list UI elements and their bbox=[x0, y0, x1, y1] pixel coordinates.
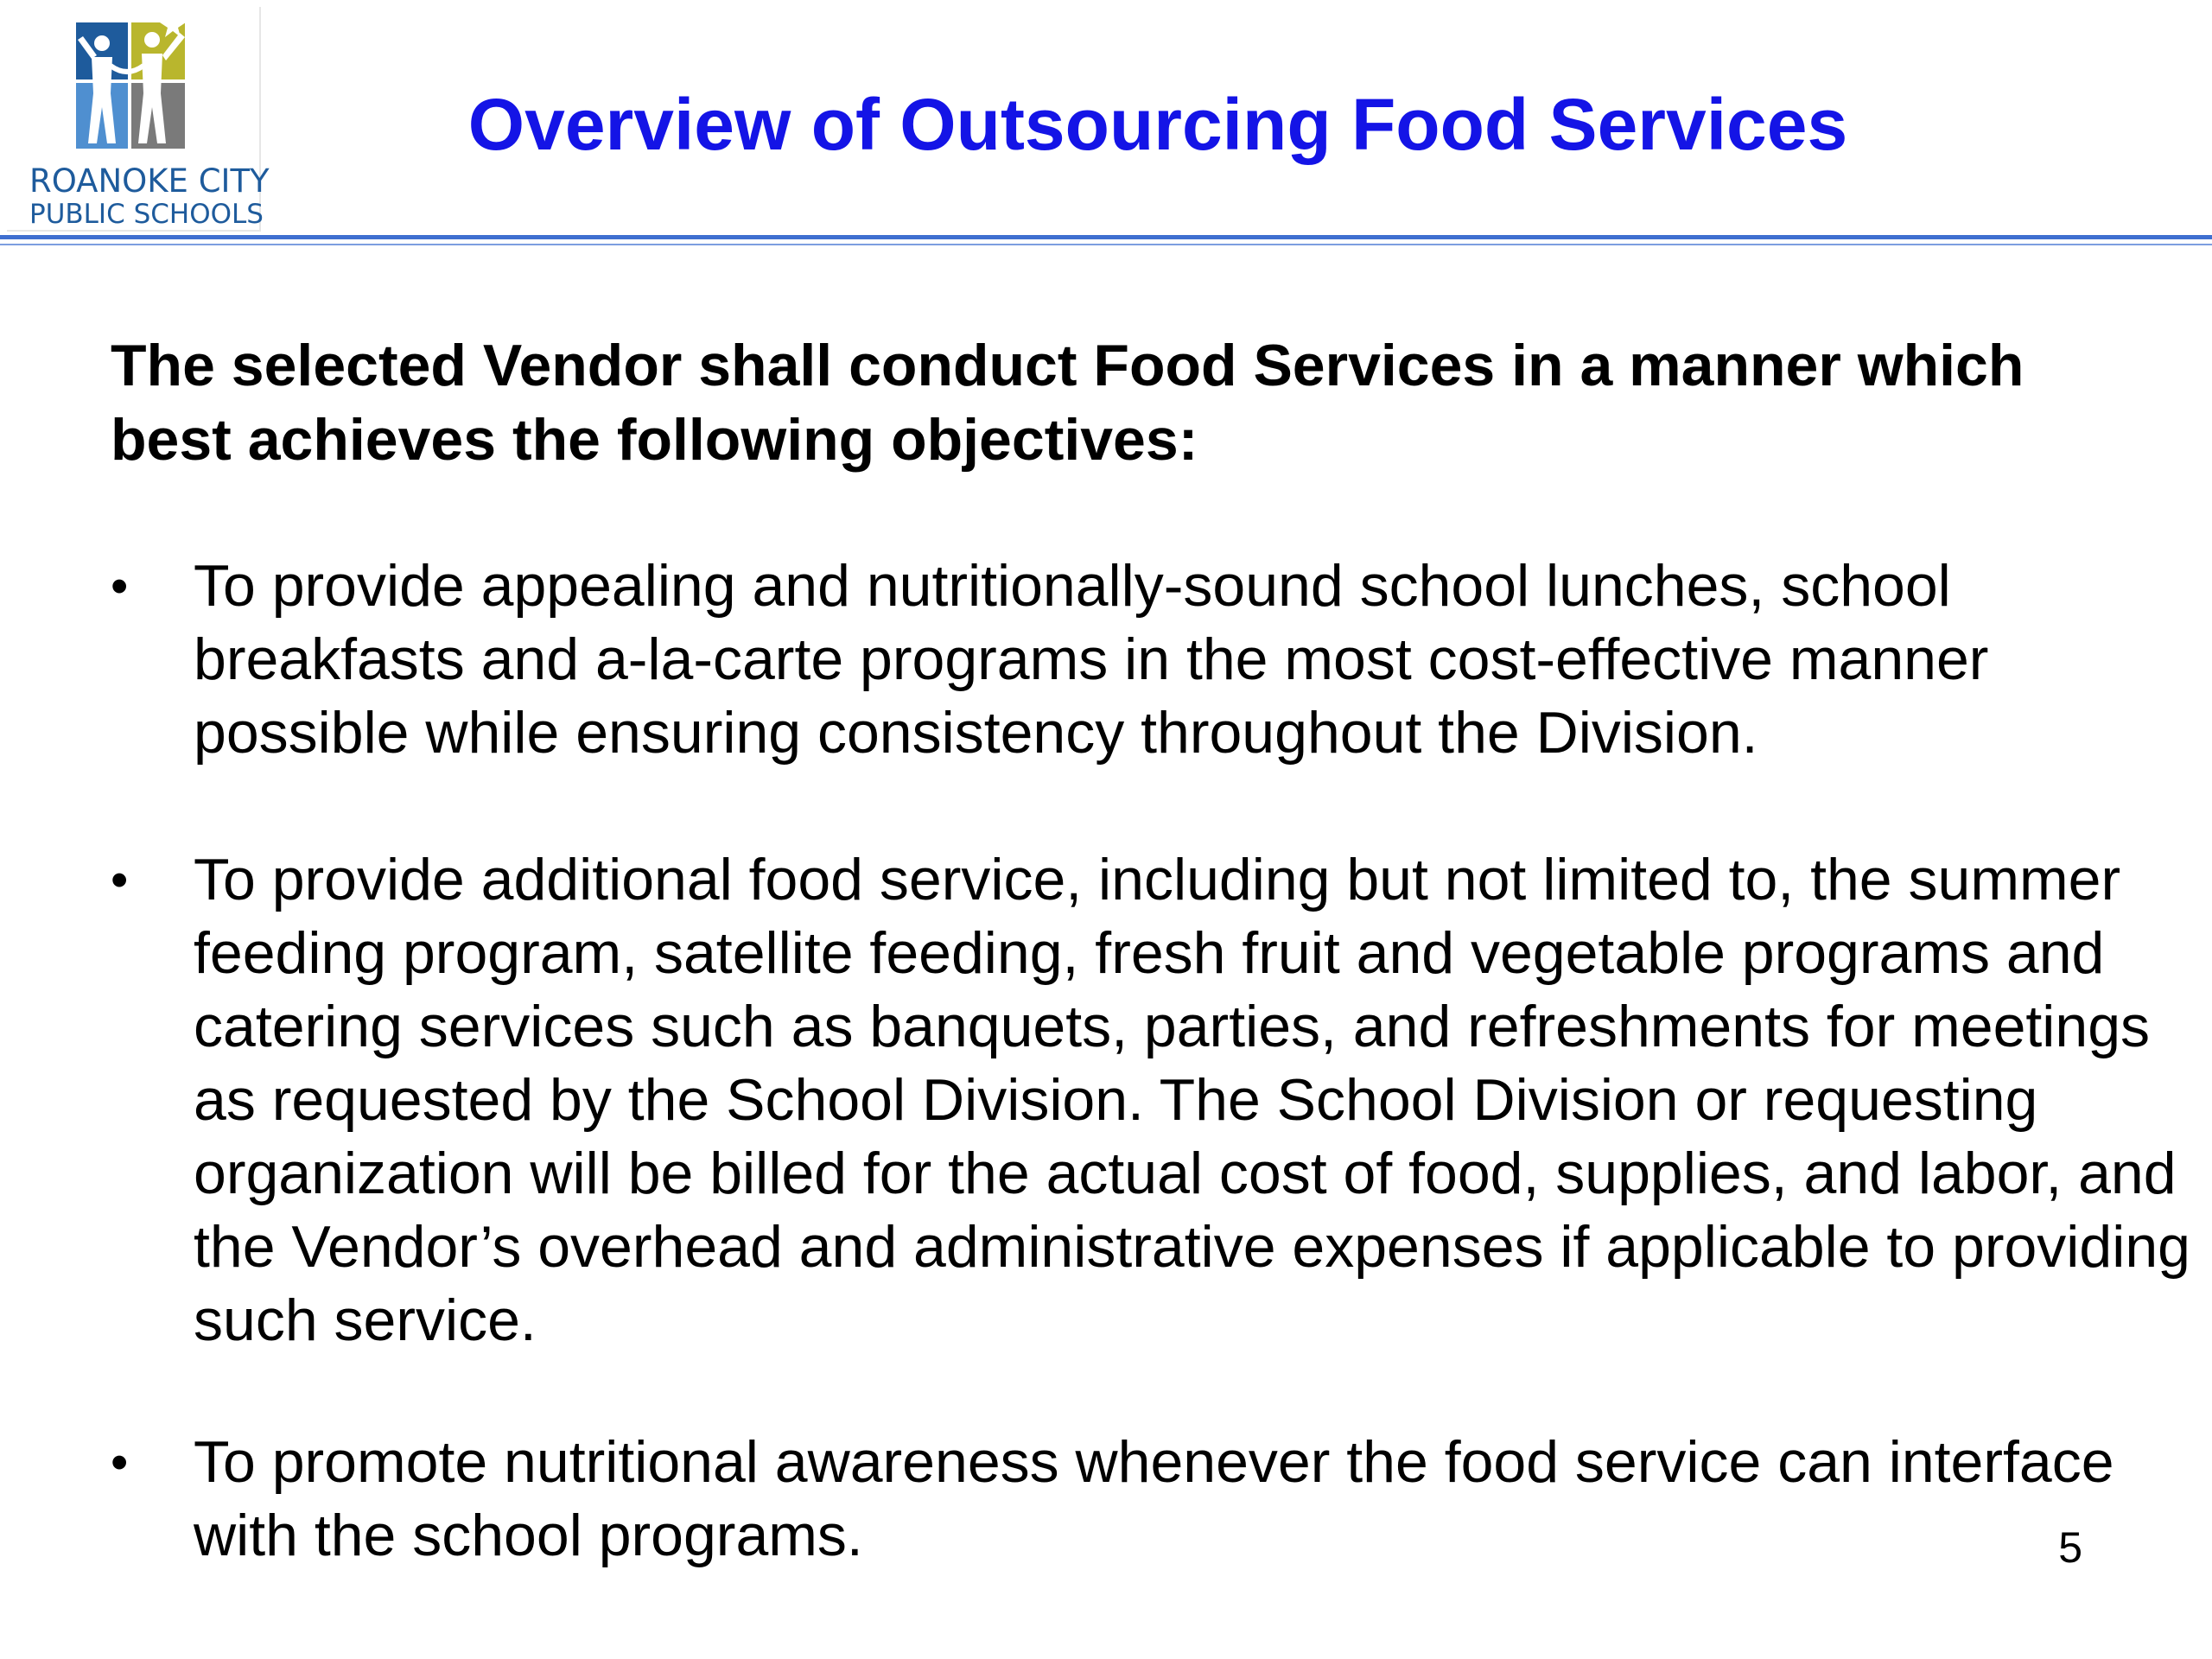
bullet-icon: • bbox=[111, 558, 129, 614]
objective-text-1: To provide appealing and nutritionally-sound school lunches, school breakfasts and a-la-carte programs in the most cost-effective manner possible while ensuring consistency throughout the Division. bbox=[194, 553, 1989, 766]
objective-text-2: To provide additional food service, including but not limited to, the summer feeding program, satellite feeding, fresh fruit and vegetable programs and catering services such as banquets, parties, and refreshments for meetings as requested by the School Division. The School Division or requesting organization will be billed for the actual cost of food, supplies, and labor, and the Vendor’s overhead and administrative expenses if applicable to providing such service. bbox=[194, 847, 2190, 1353]
intro-statement: The selected Vendor shall conduct Food Services in a manner which best achieves the following objectives: bbox=[111, 333, 2024, 473]
bullet-icon: • bbox=[111, 1434, 129, 1491]
school-children-emblem-icon bbox=[76, 14, 190, 152]
bullet-icon: • bbox=[111, 852, 129, 908]
header-divider-thick bbox=[0, 235, 2212, 239]
header-divider-thin bbox=[0, 244, 2212, 245]
logo-text-line1: ROANOKE CITY bbox=[29, 162, 270, 200]
roanoke-city-public-schools-logo bbox=[7, 7, 270, 232]
slide-title: Overview of Outsourcing Food Services bbox=[467, 84, 1848, 165]
page-number: 5 bbox=[2058, 1523, 2082, 1572]
objective-text-3: To promote nutritional awareness whenever the food service can interface with the school programs. bbox=[194, 1429, 2114, 1568]
logo-text-line2: PUBLIC SCHOOLS bbox=[29, 199, 264, 230]
